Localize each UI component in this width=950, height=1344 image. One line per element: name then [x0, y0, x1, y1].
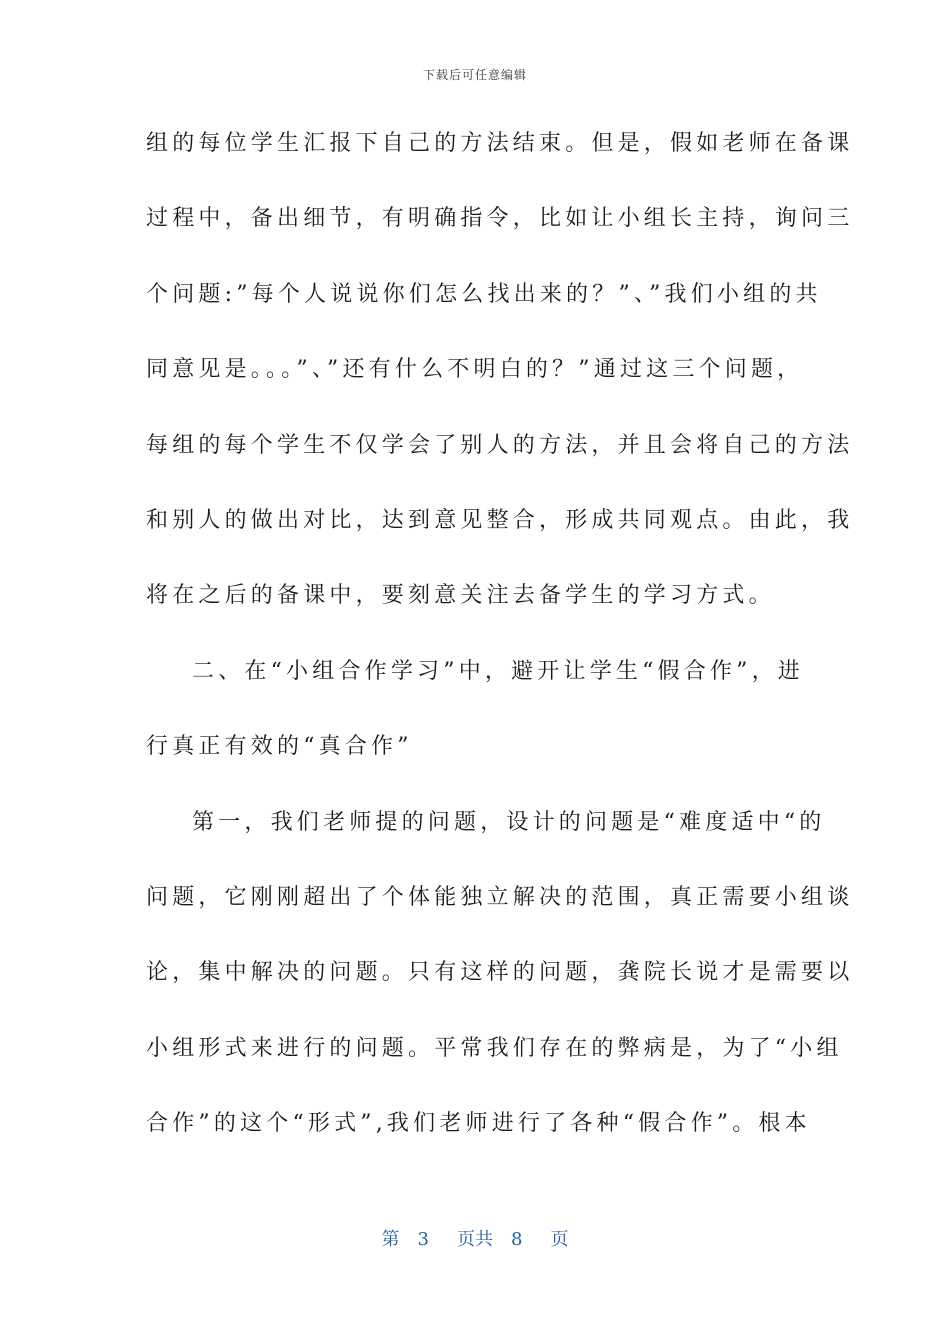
body-line: 小组形式来进行的问题。平常我们存在的弊病是，为了“小组 — [146, 1035, 843, 1061]
body-line: 每组的每个学生不仅学会了别人的方法，并且会将自己的方法 — [146, 432, 854, 458]
footer-suffix: 页 — [550, 1229, 569, 1250]
footer-middle: 页共 — [457, 1229, 493, 1250]
body-line: 过程中，备出细节，有明确指令，比如让小组长主持，询问三 — [146, 206, 854, 232]
page-footer — [0, 1225, 950, 1251]
body-line: 将在之后的备课中，要刻意关注去备学生的学习方式。 — [146, 583, 775, 609]
body-line: 个问题:”每个人说说你们怎么找出来的？”、”我们小组的共 — [146, 281, 822, 307]
body-line: 第一，我们老师提的问题，设计的问题是“难度适中“的 — [192, 809, 826, 835]
body-line: 论，集中解决的问题。只有这样的问题，龚院长说才是需要以 — [146, 960, 854, 986]
body-line: 问题，它刚刚超出了个体能独立解决的范围，真正需要小组谈 — [146, 884, 854, 910]
document-body — [146, 120, 854, 1175]
footer-prefix: 第 — [381, 1229, 400, 1250]
total-pages-number: 8 — [511, 1229, 523, 1250]
current-page-number: 3 — [417, 1229, 429, 1250]
section-heading-line: 二、在“小组合作学习”中，避开让学生“假合作”，进 — [192, 658, 804, 684]
section-heading-line: 行真正有效的“真合作” — [146, 734, 413, 760]
body-line: 组的每位学生汇报下自己的方法结束。但是，假如老师在备课 — [146, 131, 854, 156]
body-line: 和别人的做出对比，达到意见整合，形成共同观点。由此，我 — [146, 507, 854, 533]
body-line: 合作”的这个“形式”,我们老师进行了各种“假合作”。根本 — [146, 1111, 811, 1137]
body-line: 同意见是。。。”、”还有什么不明白的？”通过这三个问题， — [146, 357, 804, 383]
page-header-note: 下载后可任意编辑 — [422, 68, 527, 82]
